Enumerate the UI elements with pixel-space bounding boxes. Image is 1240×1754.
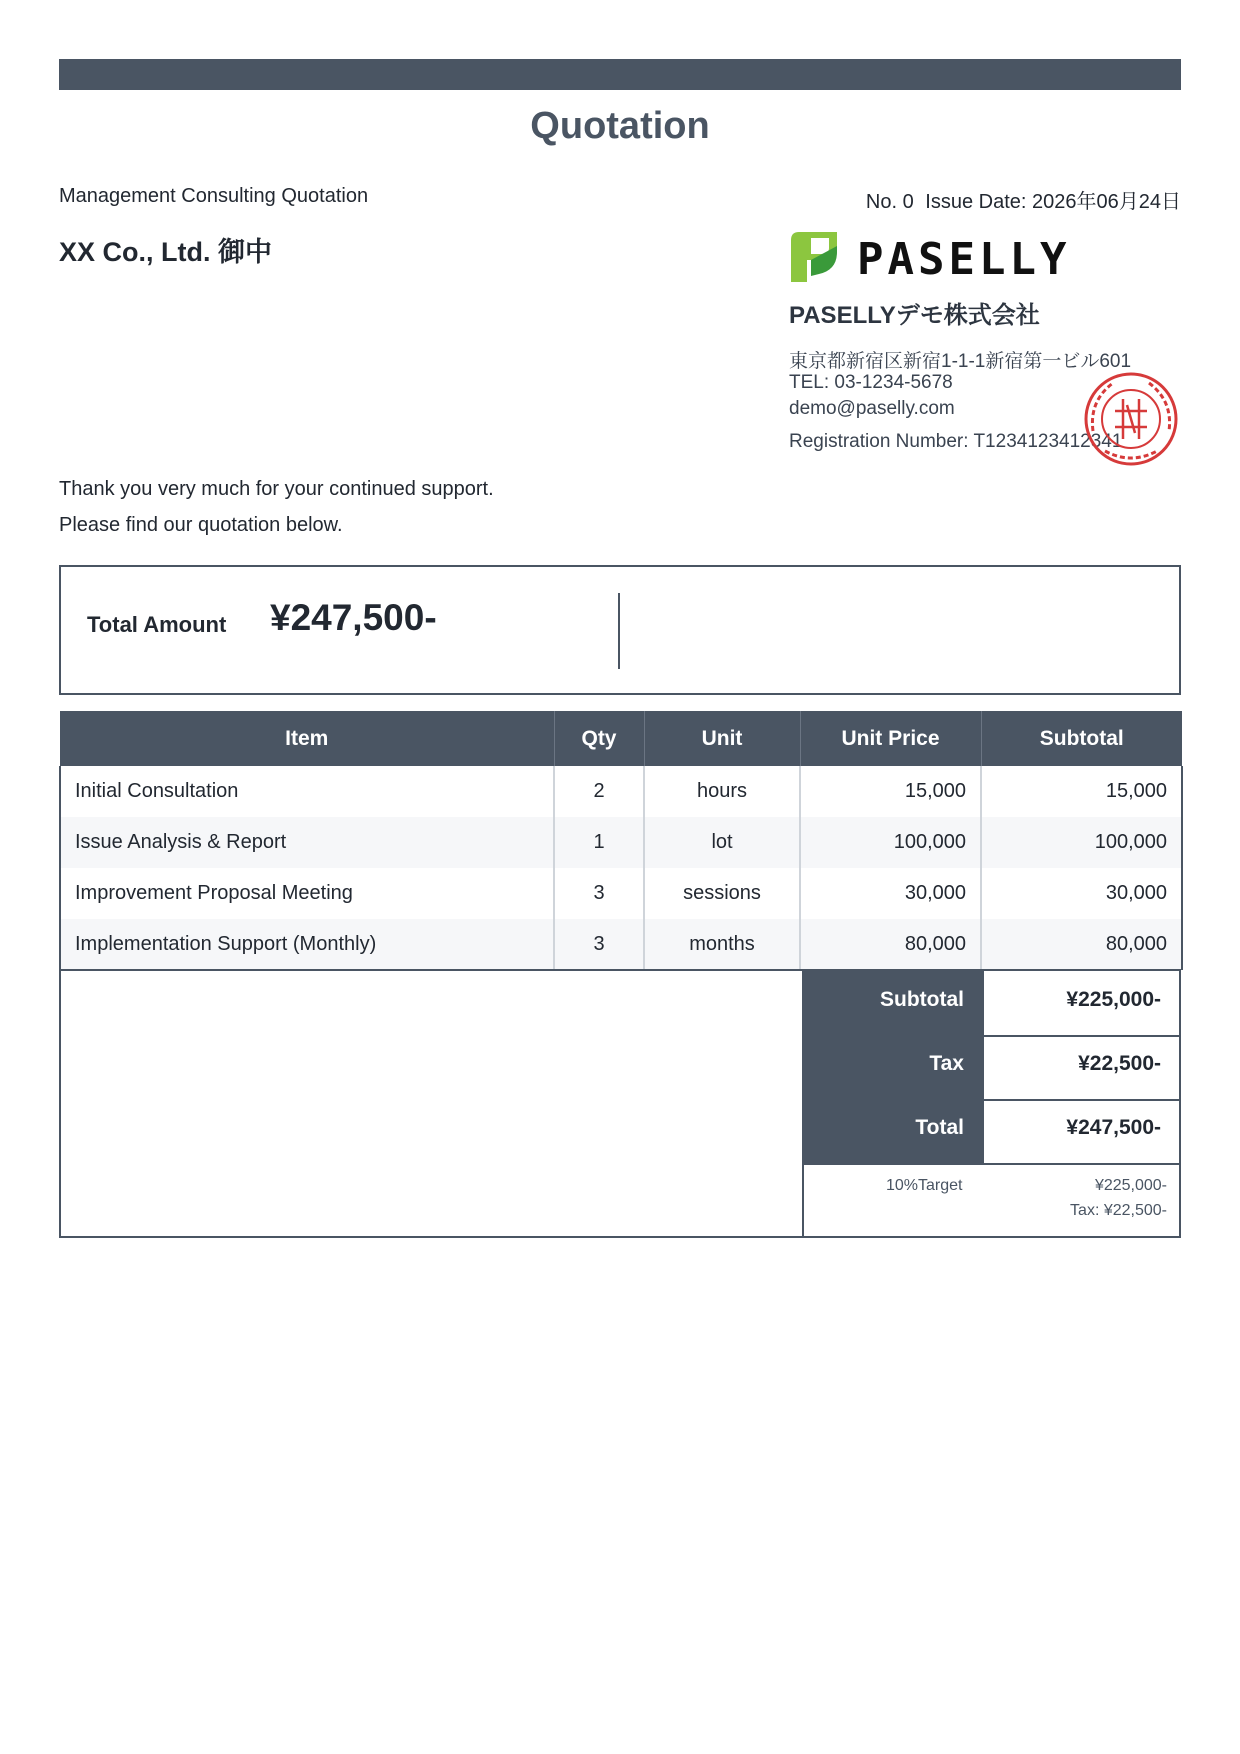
row-subtotal: 15,000 xyxy=(981,766,1182,817)
summary-subtotal-label: Subtotal xyxy=(804,971,984,1035)
summary-section xyxy=(59,969,1181,1238)
row-unit: hours xyxy=(644,766,800,817)
greeting-line-1: Thank you very much for your continued support. xyxy=(59,478,494,500)
row-item: Improvement Proposal Meeting xyxy=(60,868,554,919)
row-unit-price: 30,000 xyxy=(800,868,981,919)
row-subtotal: 30,000 xyxy=(981,868,1182,919)
header-subtotal: Subtotal xyxy=(981,711,1182,766)
row-item: Initial Consultation xyxy=(60,766,554,817)
row-unit-price: 15,000 xyxy=(800,766,981,817)
issuer-tel: TEL: 03-1234-5678 xyxy=(789,372,953,393)
row-unit-price: 80,000 xyxy=(800,919,981,970)
row-qty: 3 xyxy=(554,868,644,919)
row-item: Issue Analysis & Report xyxy=(60,817,554,868)
page-title: Quotation xyxy=(530,105,710,147)
row-qty: 3 xyxy=(554,919,644,970)
row-unit: months xyxy=(644,919,800,970)
row-subtotal: 100,000 xyxy=(981,817,1182,868)
header-unit: Unit xyxy=(644,711,800,766)
logo-text: PASELLY xyxy=(857,234,1071,284)
summary-subtotal-row xyxy=(804,971,1181,1037)
logo-mark-icon xyxy=(791,232,837,282)
summary-panel xyxy=(802,971,1181,1236)
table-row xyxy=(60,766,1182,817)
summary-tax-row xyxy=(804,1035,1181,1101)
greeting-line-2: Please find our quotation below. xyxy=(59,514,343,536)
issuer-registration: Registration Number: T1234123412341 xyxy=(789,431,1123,452)
total-amount-label: Total Amount xyxy=(87,612,227,637)
header-qty: Qty xyxy=(554,711,644,766)
total-box-divider xyxy=(618,593,620,669)
summary-tax-value: ¥22,500- xyxy=(1078,1052,1161,1075)
tax-target-label: 10%Target xyxy=(886,1177,963,1194)
items-table xyxy=(59,711,1183,970)
row-unit: sessions xyxy=(644,868,800,919)
summary-total-label: Total xyxy=(804,1099,984,1163)
row-qty: 2 xyxy=(554,766,644,817)
total-amount-value: ¥247,500- xyxy=(270,597,437,638)
company-seal-icon xyxy=(1083,371,1179,467)
issuer-email: demo@paselly.com xyxy=(789,398,955,419)
row-item: Implementation Support (Monthly) xyxy=(60,919,554,970)
items-table-header xyxy=(60,711,1182,766)
header-unit-price: Unit Price xyxy=(800,711,981,766)
issue-info xyxy=(860,185,1181,214)
table-row xyxy=(60,919,1182,970)
document-subtitle: Management Consulting Quotation xyxy=(59,185,369,207)
tax-note: Tax: ¥22,500- xyxy=(1070,1202,1167,1219)
row-unit-price: 100,000 xyxy=(800,817,981,868)
issuer-company-name: PASELLYデモ株式会社 xyxy=(789,302,1040,329)
row-qty: 1 xyxy=(554,817,644,868)
table-row xyxy=(60,817,1182,868)
issue-date: Issue Date: 2026年06月24日 xyxy=(925,191,1181,213)
paselly-logo-icon xyxy=(789,230,1089,284)
total-amount-box xyxy=(59,565,1181,695)
tax-target-value: ¥225,000- xyxy=(1094,1177,1167,1194)
tax-breakdown xyxy=(804,1165,1181,1235)
client-name: XX Co., Ltd. 御中 xyxy=(59,237,272,267)
summary-total-row xyxy=(804,1099,1181,1165)
summary-subtotal-value: ¥225,000- xyxy=(1066,988,1161,1011)
header-item: Item xyxy=(60,711,554,766)
summary-total-value: ¥247,500- xyxy=(1066,1116,1161,1139)
table-row xyxy=(60,868,1182,919)
row-subtotal: 80,000 xyxy=(981,919,1182,970)
row-unit: lot xyxy=(644,817,800,868)
issuer-address: 東京都新宿区新宿1-1-1新宿第一ビル601 xyxy=(789,351,1132,372)
summary-tax-label: Tax xyxy=(804,1035,984,1099)
header-bar xyxy=(59,59,1181,90)
quotation-number: No. 0 xyxy=(865,191,914,213)
